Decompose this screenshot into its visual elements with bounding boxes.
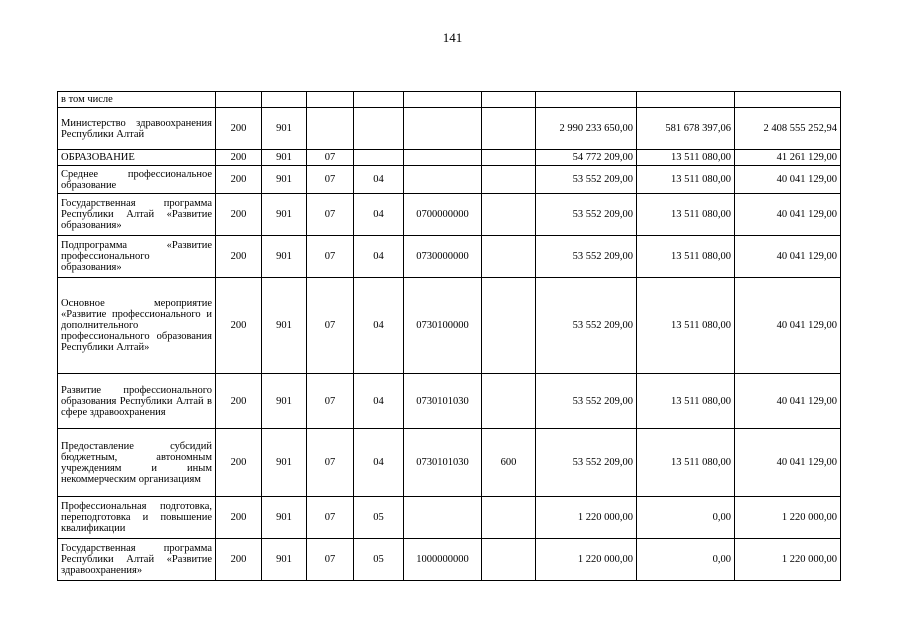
amount-cell: 13 511 080,00 [637,429,735,497]
code-cell: 901 [262,374,307,429]
code-cell [482,374,536,429]
code-cell [482,278,536,374]
table-row [58,429,841,497]
code-cell: 07 [307,497,354,539]
amount-cell: 1 220 000,00 [536,497,637,539]
table-row [58,374,841,429]
amount-cell: 54 772 209,00 [536,150,637,166]
code-cell [482,497,536,539]
code-cell: 04 [354,278,404,374]
code-cell: 901 [262,150,307,166]
amount-cell: 13 511 080,00 [637,278,735,374]
row-name: в том числе [58,92,216,108]
code-cell: 04 [354,194,404,236]
code-cell [404,150,482,166]
code-cell: 200 [216,374,262,429]
amount-cell: 53 552 209,00 [536,429,637,497]
row-name: Предоставление субсидий бюджетным, автономным учреждениям и иным некоммерческим организациям [58,429,216,497]
code-cell [482,194,536,236]
code-cell [262,92,307,108]
code-cell [482,108,536,150]
amount-cell: 0,00 [637,497,735,539]
amount-cell: 40 041 129,00 [735,429,841,497]
code-cell: 07 [307,278,354,374]
row-name: Развитие профессионального образования Республики Алтай в сфере здравоохранения [58,374,216,429]
amount-cell: 41 261 129,00 [735,150,841,166]
code-cell [404,108,482,150]
row-name: Государственная программа Республики Алтай «Развитие здравоохранения» [58,539,216,581]
code-cell [307,108,354,150]
code-cell: 0700000000 [404,194,482,236]
code-cell: 0730101030 [404,429,482,497]
code-cell: 200 [216,150,262,166]
amount-cell: 0,00 [637,539,735,581]
code-cell: 04 [354,429,404,497]
code-cell [482,539,536,581]
code-cell: 901 [262,429,307,497]
amount-cell: 40 041 129,00 [735,166,841,194]
table-row [58,166,841,194]
amount-cell: 2 990 233 650,00 [536,108,637,150]
row-name: Среднее профессиональное образование [58,166,216,194]
code-cell: 901 [262,497,307,539]
budget-table [57,91,841,581]
code-cell: 200 [216,497,262,539]
row-name: Подпрограмма «Развитие профессионального образования» [58,236,216,278]
table-row [58,108,841,150]
code-cell: 07 [307,166,354,194]
code-cell: 05 [354,539,404,581]
code-cell: 0730000000 [404,236,482,278]
code-cell: 04 [354,166,404,194]
amount-cell: 13 511 080,00 [637,150,735,166]
code-cell: 200 [216,539,262,581]
code-cell [307,92,354,108]
code-cell: 04 [354,236,404,278]
amount-cell [536,92,637,108]
amount-cell: 40 041 129,00 [735,194,841,236]
code-cell: 901 [262,539,307,581]
amount-cell: 13 511 080,00 [637,374,735,429]
code-cell: 200 [216,236,262,278]
code-cell: 07 [307,374,354,429]
code-cell [482,236,536,278]
table-row [58,150,841,166]
table-row [58,92,841,108]
code-cell: 200 [216,108,262,150]
table-row [58,497,841,539]
amount-cell: 1 220 000,00 [735,539,841,581]
code-cell [354,150,404,166]
code-cell: 200 [216,429,262,497]
amount-cell: 53 552 209,00 [536,166,637,194]
code-cell: 07 [307,429,354,497]
code-cell [404,497,482,539]
amount-cell: 2 408 555 252,94 [735,108,841,150]
table-row [58,194,841,236]
code-cell [354,108,404,150]
code-cell: 200 [216,166,262,194]
code-cell: 600 [482,429,536,497]
row-name: Основное мероприятие «Развитие профессионального и дополнительного профессионального образования Республики Алтай» [58,278,216,374]
amount-cell: 1 220 000,00 [735,497,841,539]
amount-cell [735,92,841,108]
amount-cell: 1 220 000,00 [536,539,637,581]
code-cell: 901 [262,166,307,194]
code-cell: 04 [354,374,404,429]
code-cell: 200 [216,194,262,236]
code-cell: 07 [307,236,354,278]
code-cell [404,92,482,108]
row-name: ОБРАЗОВАНИЕ [58,150,216,166]
row-name: Министерство здравоохранения Республики Алтай [58,108,216,150]
amount-cell: 13 511 080,00 [637,236,735,278]
table-row [58,236,841,278]
amount-cell: 13 511 080,00 [637,166,735,194]
code-cell: 05 [354,497,404,539]
page-number: 141 [442,30,463,45]
code-cell: 901 [262,236,307,278]
amount-cell: 13 511 080,00 [637,194,735,236]
code-cell: 0730100000 [404,278,482,374]
code-cell [354,92,404,108]
code-cell [482,166,536,194]
table-row [58,539,841,581]
amount-cell: 53 552 209,00 [536,194,637,236]
code-cell: 07 [307,539,354,581]
code-cell [404,166,482,194]
code-cell [216,92,262,108]
amount-cell: 40 041 129,00 [735,374,841,429]
amount-cell: 581 678 397,06 [637,108,735,150]
amount-cell: 53 552 209,00 [536,374,637,429]
amount-cell [637,92,735,108]
code-cell: 07 [307,150,354,166]
code-cell: 200 [216,278,262,374]
code-cell: 901 [262,194,307,236]
code-cell: 901 [262,108,307,150]
row-name: Профессиональная подготовка, переподготовка и повышение квалификации [58,497,216,539]
table-row [58,278,841,374]
code-cell [482,92,536,108]
code-cell: 0730101030 [404,374,482,429]
code-cell: 901 [262,278,307,374]
amount-cell: 40 041 129,00 [735,236,841,278]
amount-cell: 53 552 209,00 [536,236,637,278]
code-cell: 07 [307,194,354,236]
amount-cell: 53 552 209,00 [536,278,637,374]
row-name: Государственная программа Республики Алтай «Развитие образования» [58,194,216,236]
amount-cell: 40 041 129,00 [735,278,841,374]
code-cell: 1000000000 [404,539,482,581]
code-cell [482,150,536,166]
